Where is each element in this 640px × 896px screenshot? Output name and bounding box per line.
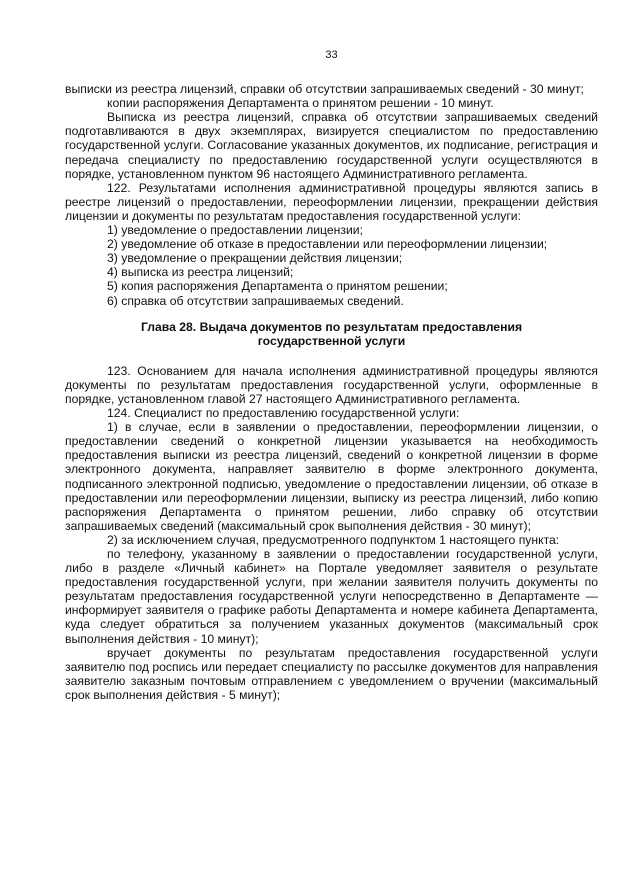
paragraph-deliver: вручает документы по результатам предоставления государственной услуги заявителю под роспись или передает специалисту по рассылке документов для направления заявителю заказным почтовым отправлением с уведомлением о вручении (максимальный срок выполнения действия - 5 минут);	[65, 645, 598, 702]
paragraph-intro-3: Выписка из реестра лицензий, справка об отсутствии запрашиваемых сведений подготавливаются в двух экземплярах, визируется специалистом по предоставлению государственной услуги. Согласование указанных документов, их подписание, регистрация и передача специалисту по предоставлению государственной услуги осуществляются в порядке, установленном пунктом 96 настоящего Административного регламента.	[65, 110, 598, 181]
paragraph-intro-2: копии распоряжения Департамента о принятом решении - 10 минут.	[107, 96, 494, 111]
list-item: 4) выписка из реестра лицензий;	[107, 265, 294, 280]
list-item: 2) уведомление об отказе в предоставлении или переоформлении лицензии;	[107, 237, 548, 252]
paragraph-clause-123: 123. Основанием для начала исполнения административной процедуры являются документы по результатам предоставления государственной услуги, оформленные в порядке, установленном главой 27 настоящего Административного регламента.	[65, 363, 598, 406]
paragraph-intro-1: выписки из реестра лицензий, справки об отсутствии запрашиваемых сведений - 30 минут;	[65, 82, 584, 97]
list-item: 6) справка об отсутствии запрашиваемых сведений.	[107, 293, 404, 308]
paragraph-notify: по телефону, указанному в заявлении о предоставлении государственной услуги, либо в разделе «Личный кабинет» на Портале уведомляет заявителя о результате предоставления государственной услуги, при желании заявителя получить документы по результатам предоставления государственной услуги непосредственно в Департаменте — информирует заявителя о графике работы Департамента и номере кабинета Департамента, куда следует обратиться за получением указанных документов (максимальный срок выполнения действия - 10 минут);	[65, 547, 598, 646]
list-item: 3) уведомление о прекращении действия лицензии;	[107, 251, 403, 266]
paragraph-subclause-1: 1) в случае, если в заявлении о предоставлении, переоформлении лицензии, о предоставлении сведений о конкретной лицензии указывается на необходимость предоставления выписки из реестра лицензий, сведений о конкретной лицензии в форме электронного документа, направляет заявителю в форме электронного документа, подписанного электронной подписью, уведомление о предоставлении лицензии, об отказе в предоставлении или переоформлении лицензии, выписку из реестра лицензий, либо копию распоряжения Департамента о принятом решении, либо справку об отсутствии запрашиваемых сведений (максимальный срок выполнения действия - 30 минут);	[65, 420, 598, 533]
paragraph-clause-124: 124. Специалист по предоставлению государственной услуги:	[107, 406, 460, 421]
list-item: 1) уведомление о предоставлении лицензии;	[107, 223, 363, 238]
list-item: 5) копия распоряжения Департамента о принятом решении;	[107, 279, 448, 294]
paragraph-subclause-2: 2) за исключением случая, предусмотренного подпунктом 1 настоящего пункта:	[107, 532, 560, 547]
paragraph-clause-122: 122. Результатами исполнения административной процедуры являются запись в реестре лицензий о предоставлении, переоформлении лицензии, прекращении действия лицензии и документы по результатам предоставления государственной услуги:	[65, 180, 598, 223]
chapter-heading: Глава 28. Выдача документов по результатам предоставления государственной услуги	[140, 319, 523, 348]
page-number: 33	[325, 49, 338, 61]
